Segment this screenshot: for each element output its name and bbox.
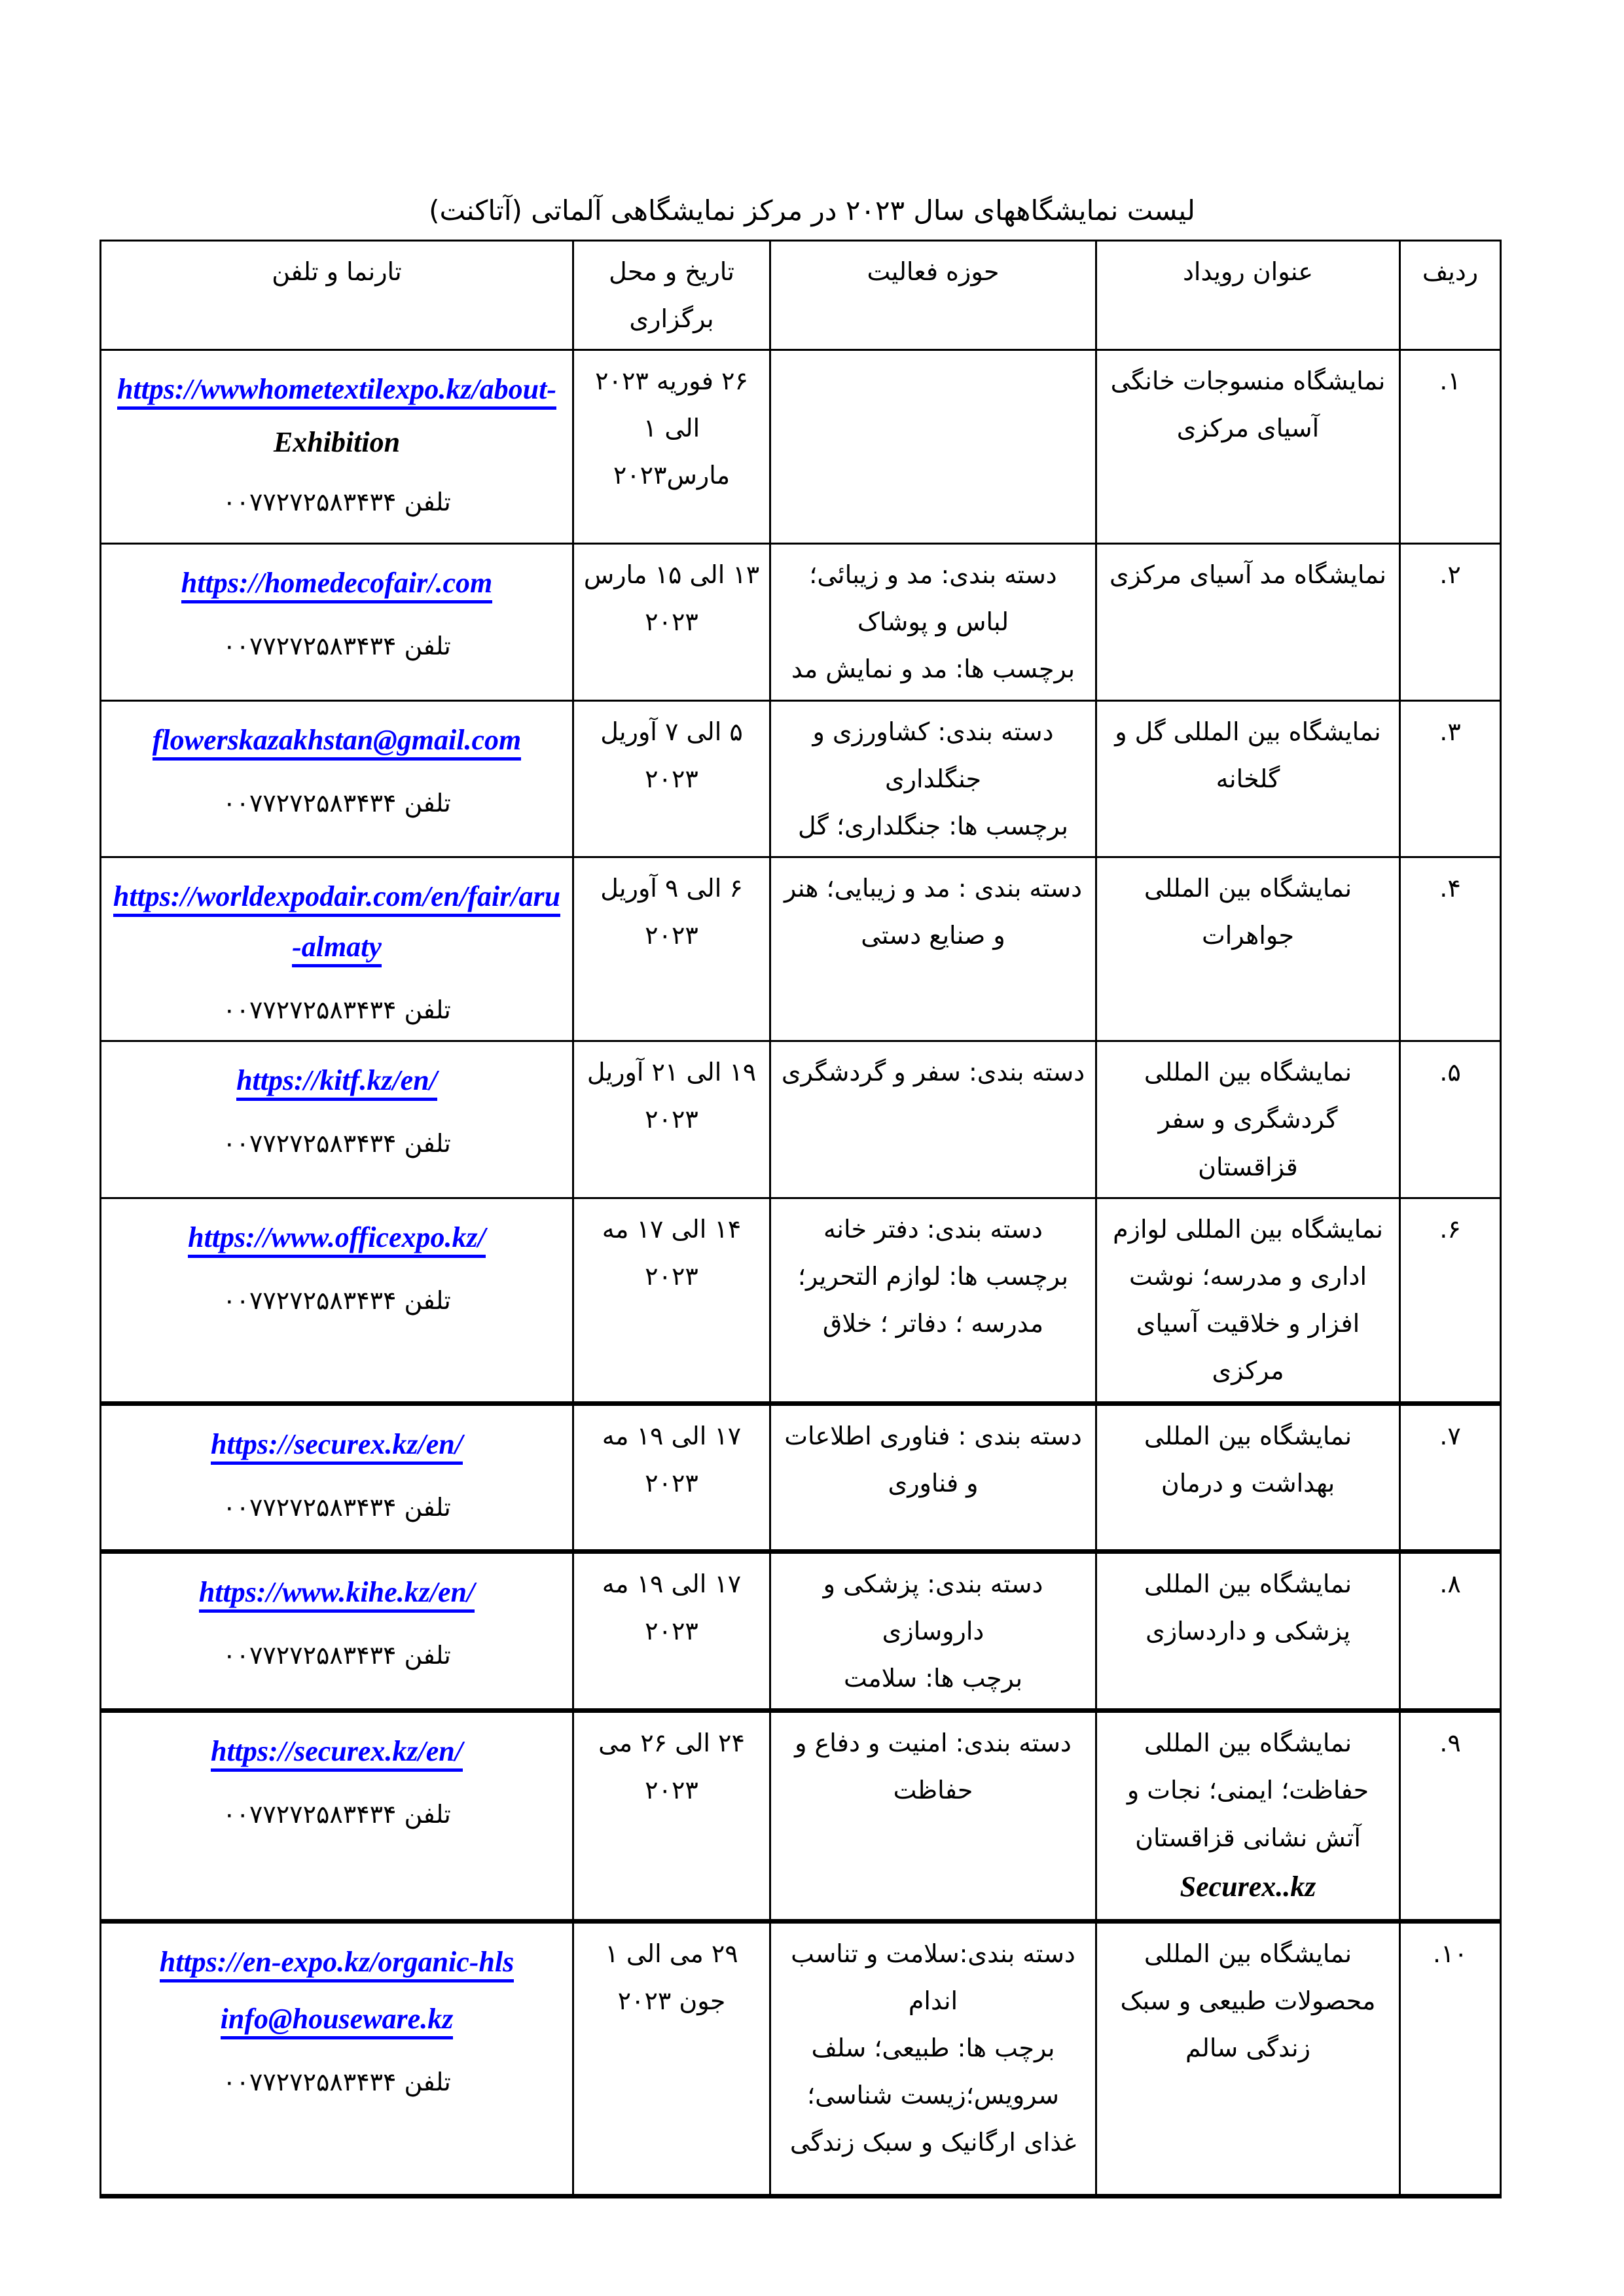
- website-link[interactable]: https://homedecofair/.com: [181, 567, 492, 603]
- table-row: [101, 1551, 1501, 1711]
- website-link[interactable]: https://worldexpodair.com/en/fair/aru-almaty: [113, 880, 560, 967]
- row-number: ۵.: [1439, 1058, 1461, 1087]
- link-extra-text: Exhibition: [273, 425, 401, 458]
- table-row: [101, 1403, 1501, 1551]
- activity-category: دسته بندی: کشاورزی و جنگلداری: [812, 717, 1054, 793]
- row-number: ۲.: [1439, 560, 1461, 589]
- row-number: ۱.: [1439, 366, 1461, 395]
- activity-tags: برچب ها: طبیعی؛ سلف سرویس؛زیست شناسی؛ غذای ارگانیک و سبک زندگی: [789, 2034, 1077, 2157]
- email-link[interactable]: info@houseware.kz: [221, 2003, 454, 2039]
- activity-category: دسته بندی: دفتر خانه: [823, 1214, 1043, 1244]
- phone-number: تلفن ۰۰۷۷۲۷۲۵۸۳۴۳۴: [223, 2067, 451, 2096]
- event-title: نمایشگاه بین المللی گردشگری و سفر قزاقستان: [1144, 1058, 1352, 1181]
- phone-number: تلفن ۰۰۷۷۲۷۲۵۸۳۴۳۴: [223, 1800, 451, 1829]
- event-title: نمایشگاه مد آسیای مرکزی: [1110, 560, 1386, 589]
- column-header-event-title: عنوان رویداد: [1096, 240, 1400, 350]
- event-date: ۲۴ الی ۲۶ می ۲۰۲۳: [598, 1729, 745, 1805]
- row-number: ۶.: [1439, 1214, 1461, 1244]
- column-header-row-number: ردیف: [1400, 240, 1501, 350]
- activity-tags: برچب ها: سلامت: [843, 1663, 1023, 1693]
- event-date: ۵ الی ۷ آوریل ۲۰۲۳: [600, 717, 743, 793]
- event-title: نمایشگاه منسوجات خانگی آسیای مرکزی: [1110, 366, 1386, 443]
- activity-tags: برچسب ها: جنگلداری؛ گل: [798, 811, 1068, 840]
- header-row: [101, 240, 1501, 350]
- exhibitions-table: [99, 240, 1502, 2198]
- phone-number: تلفن ۰۰۷۷۲۷۲۵۸۳۴۳۴: [223, 996, 451, 1025]
- table-row: [101, 1711, 1501, 1922]
- activity-category: دسته بندی : مد و زیبایی؛ هنر و صنایع دستی: [784, 874, 1083, 950]
- event-date: ۲۶ فوریه ۲۰۲۳ الی ۱ مارس۲۰۲۳: [595, 366, 748, 490]
- email-link[interactable]: flowerskazakhstan@gmail.com: [153, 724, 521, 761]
- column-header-date: تاریخ و محل برگزاری: [573, 240, 770, 350]
- table-row: [101, 1921, 1501, 2196]
- phone-number: تلفن ۰۰۷۷۲۷۲۵۸۳۴۳۴: [223, 631, 451, 660]
- row-number: ۷.: [1439, 1421, 1461, 1450]
- phone-number: تلفن ۰۰۷۷۲۷۲۵۸۳۴۳۴: [223, 1285, 451, 1315]
- table-row: [101, 543, 1501, 700]
- phone-number: تلفن ۰۰۷۷۲۷۲۵۸۳۴۳۴: [223, 1640, 451, 1670]
- activity-tags: برچسب ها: لوازم التحریر؛ مدرسه ؛ دفاتر ؛ خلاق: [797, 1262, 1069, 1338]
- table-row: [101, 700, 1501, 857]
- event-title-en: Securex..kz: [1180, 1870, 1316, 1903]
- activity-tags: برچسب ها: مد و نمایش مد: [791, 655, 1075, 684]
- event-date: ۶ الی ۹ آوریل ۲۰۲۳: [600, 874, 743, 950]
- event-title: نمایشگاه بین المللی پزشکی و داردسازی: [1144, 1569, 1352, 1645]
- website-link[interactable]: https://securex.kz/en/: [211, 1735, 463, 1772]
- website-link[interactable]: https://www.kihe.kz/en/: [199, 1576, 475, 1613]
- event-title: نمایشگاه بین المللی لوازم اداری و مدرسه؛ نوشت افزار و خلاقیت آسیای مرکزی: [1113, 1214, 1383, 1386]
- activity-category: دسته بندی : فناوری اطلاعات و فناوری: [784, 1421, 1082, 1498]
- row-number: ۸.: [1439, 1569, 1461, 1598]
- row-number: ۱۰.: [1433, 1939, 1468, 1968]
- activity-category: دسته بندی: سفر و گردشگری: [781, 1058, 1085, 1087]
- event-title: نمایشگاه بین المللی محصولات طبیعی و سبک زندگی سالم: [1120, 1939, 1376, 2063]
- event-date: ۱۳ الی ۱۵ مارس ۲۰۲۳: [583, 560, 760, 637]
- event-date: ۱۷ الی ۱۹ مه ۲۰۲۳: [602, 1421, 742, 1498]
- event-title: نمایشگاه بین المللی حفاظت؛ ایمنی؛ نجات و آتش نشانی قزاقستان: [1127, 1729, 1369, 1852]
- activity-category: دسته بندی:سلامت و تناسب اندام: [791, 1939, 1075, 2015]
- phone-number: تلفن ۰۰۷۷۲۷۲۵۸۳۴۳۴: [223, 788, 451, 817]
- website-link[interactable]: https://securex.kz/en/: [211, 1428, 463, 1465]
- phone-number: تلفن ۰۰۷۷۲۷۲۵۸۳۴۳۴: [223, 487, 451, 516]
- column-header-web-phone: تارنما و تلفن: [101, 240, 573, 350]
- event-title: نمایشگاه بین المللی گل و گلخانه: [1115, 717, 1381, 793]
- row-number: ۴.: [1439, 874, 1461, 903]
- activity-category: دسته بندی: مد و زیبائی؛ لباس و پوشاک: [809, 560, 1057, 637]
- event-date: ۱۷ الی ۱۹ مه ۲۰۲۳: [602, 1569, 742, 1645]
- column-header-activity: حوزه فعالیت: [770, 240, 1096, 350]
- website-link[interactable]: https://en-expo.kz/organic-hls: [160, 1946, 514, 1982]
- row-number: ۹.: [1439, 1729, 1461, 1758]
- event-date: ۱۴ الی ۱۷ مه ۲۰۲۳: [602, 1214, 742, 1291]
- table-row: [101, 1198, 1501, 1403]
- phone-number: تلفن ۰۰۷۷۲۷۲۵۸۳۴۳۴: [223, 1129, 451, 1158]
- page-title: لیست نمایشگاههای سال ۲۰۲۳ در مرکز نمایشگاهی آلماتی (آتاکنت): [429, 194, 1195, 226]
- row-number: ۳.: [1439, 717, 1461, 746]
- event-date: ۲۹ می الی ۱ جون ۲۰۲۳: [605, 1939, 738, 2015]
- event-title: نمایشگاه بین المللی جواهرات: [1144, 874, 1352, 950]
- activity-category: دسته بندی: پزشکی و داروسازی: [823, 1569, 1043, 1645]
- table-row: [101, 1041, 1501, 1198]
- website-link[interactable]: https://wwwhometextilexpo.kz/about-: [117, 373, 556, 410]
- table-row: [101, 350, 1501, 543]
- event-date: ۱۹ الی ۲۱ آوریل ۲۰۲۳: [586, 1058, 757, 1134]
- website-link[interactable]: https://www.officexpo.kz/: [188, 1221, 486, 1258]
- event-title: نمایشگاه بین المللی بهداشت و درمان: [1144, 1421, 1352, 1498]
- phone-number: تلفن ۰۰۷۷۲۷۲۵۸۳۴۳۴: [223, 1492, 451, 1522]
- website-link[interactable]: https://kitf.kz/en/: [236, 1064, 437, 1101]
- activity-category: دسته بندی: امنیت و دفاع و حفاظت: [795, 1729, 1072, 1805]
- table-row: [101, 857, 1501, 1041]
